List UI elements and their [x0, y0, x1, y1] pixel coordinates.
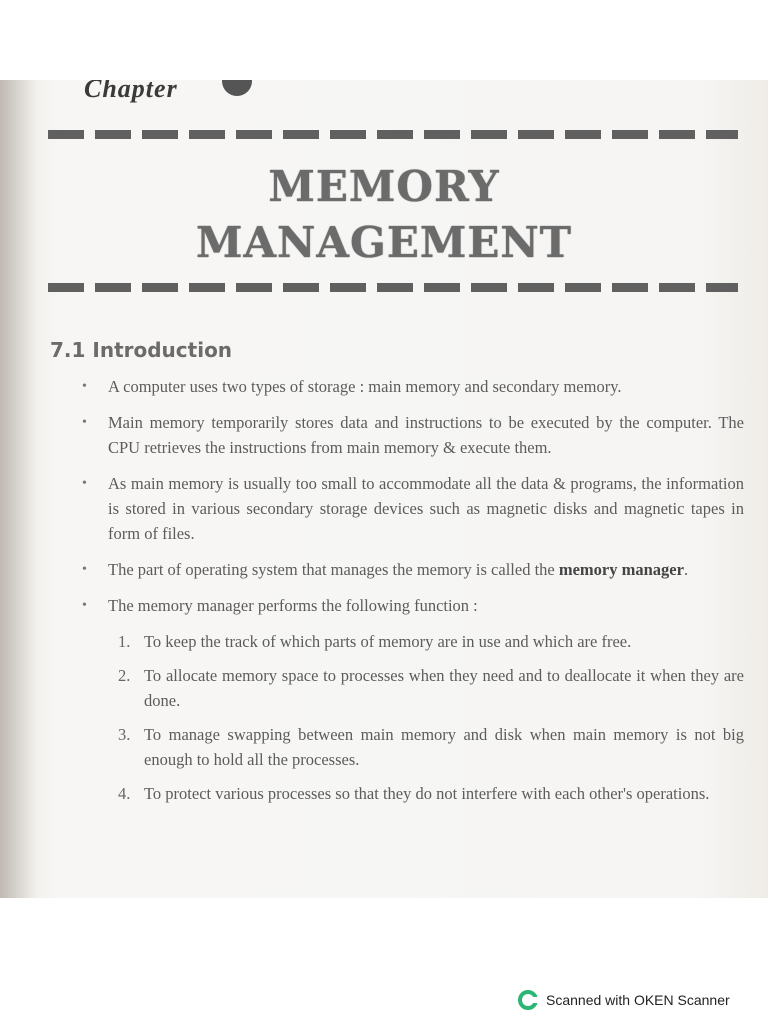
bullet-text: The memory manager performs the following function :	[108, 596, 478, 615]
chapter-number-badge	[222, 80, 252, 96]
bullet-dot-icon: •	[82, 415, 87, 430]
chapter-title-line-2: MANAGEMENT	[195, 218, 573, 267]
item-number: 4.	[118, 784, 131, 803]
numbered-item	[78, 722, 744, 772]
scanner-logo-icon	[518, 990, 538, 1010]
bullet-text: A computer uses two types of storage : main memory and secondary memory.	[108, 377, 622, 396]
bullet-dot-icon: •	[82, 598, 87, 613]
numbered-item	[78, 781, 744, 806]
numbered-item	[78, 663, 744, 713]
bullet-item	[78, 471, 744, 546]
bullet-text: The part of operating system that manages the memory is called the	[108, 560, 559, 579]
section-content	[78, 374, 744, 815]
bullet-item	[78, 557, 744, 582]
dashed-rule-top	[48, 130, 738, 139]
chapter-title-line-1: MEMORY	[268, 162, 500, 211]
section-heading: 7.1 Introduction	[50, 338, 233, 362]
bullet-text-strong: memory manager	[558, 560, 684, 579]
item-number: 1.	[118, 632, 131, 651]
scanned-page	[0, 80, 768, 898]
bullet-item	[78, 410, 744, 460]
scanner-watermark	[518, 990, 730, 1010]
bullet-item	[78, 593, 744, 618]
item-text: To protect various processes so that they do not interfere with each other's operations.	[144, 784, 710, 803]
bullet-text: As main memory is usually too small to accommodate all the data & programs, the information is stored in various secondary storage devices such as magnetic disks and magnetic tapes in form of files.	[108, 474, 744, 543]
bullet-item	[78, 374, 744, 399]
bullet-text: Main memory temporarily stores data and instructions to be executed by the computer. The CPU retrieves the instructions from main memory & execute them.	[108, 413, 744, 457]
dashed-rule-bottom	[48, 283, 738, 292]
bullet-dot-icon: •	[82, 562, 87, 577]
item-number: 3.	[118, 725, 131, 744]
bullet-text-end: .	[683, 560, 689, 579]
item-text: To allocate memory space to processes when they need and to deallocate it when they are done.	[144, 666, 744, 710]
chapter-label: Chapter	[84, 80, 178, 103]
item-text: To manage swapping between main memory and disk when main memory is not big enough to hold all the processes.	[144, 725, 744, 769]
bullet-dot-icon: •	[82, 476, 87, 491]
numbered-item	[78, 629, 744, 654]
item-text: To keep the track of which parts of memory are in use and which are free.	[144, 632, 632, 651]
bullet-dot-icon: •	[82, 379, 87, 394]
scanner-text: Scanned with OKEN Scanner	[546, 992, 730, 1008]
item-number: 2.	[118, 666, 131, 685]
